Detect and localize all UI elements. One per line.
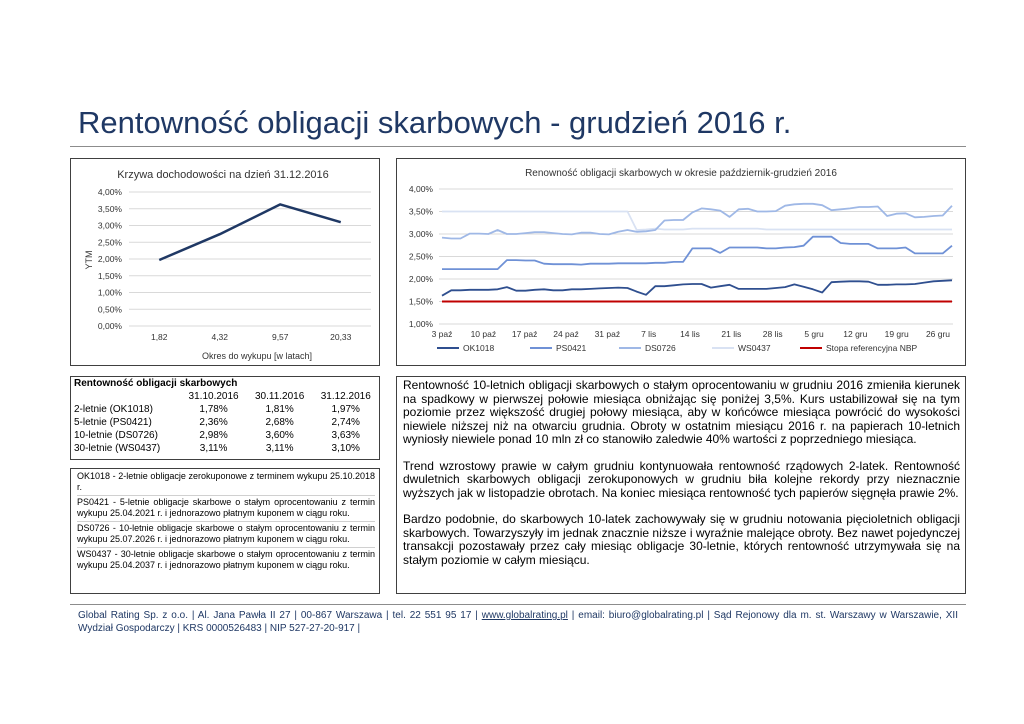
table-row (71, 416, 379, 429)
yield-timeseries-chart (397, 159, 965, 365)
series-line-ps0421 (442, 237, 952, 269)
table-cell: 1,78% (199, 404, 228, 415)
table-cell: 2,98% (199, 430, 228, 441)
table-header-cell: 31.10.2016 (188, 391, 239, 402)
y-tick-label: 3,50% (408, 206, 433, 217)
x-tick-label: 28 lis (762, 329, 783, 339)
page-title: Rentowność obligacji skarbowych - grudzień 2016 r. (78, 105, 792, 140)
legend-label: DS0726 (645, 343, 676, 353)
y-tick-label: 4,00% (97, 187, 122, 197)
yield-table (71, 377, 379, 455)
bond-note: DS0726 - 10-letnie obligacje skarbowe o stałym oprocentowaniu z termin wykupu 25.07.2026 r. i jednorazowo płatnym kuponem w ciągu roku. (77, 523, 375, 548)
series-line-ds0726 (442, 204, 952, 239)
x-tick-label: 19 gru (884, 329, 909, 339)
legend-label: Stopa referencyjna NBP (826, 343, 918, 353)
table-cell: 3,11% (199, 443, 228, 454)
table-cell: 3,63% (331, 430, 360, 441)
x-tick-label: 3 paź (431, 329, 453, 339)
y-tick-label: 4,00% (408, 184, 433, 194)
y-tick-label: 1,50% (408, 296, 433, 307)
table-cell: 10-letnie (DS0726) (74, 430, 158, 441)
commentary-paragraph: Bardzo podobnie, do skarbowych 10-latek zachowywały się w grudniu notowania pięcioletnich obligacji skarbowych. Towarzyszyły im jednak znacznie niższe i wyraźnie malejące obroty. Bez nawet pojedynczej transakcji pozostawały przez cały miesiąc obligacje 30-letnie, których rentowność utrzymywała się na stałym poziomie w całym miesiącu. (403, 512, 960, 567)
timeseries-title: Renowność obligacji skarbowych w okresie październik-grudzień 2016 (525, 168, 837, 179)
x-tick-label: 24 paź (553, 329, 579, 339)
title-divider (70, 146, 966, 147)
yield-curve-xlabel: Okres do wykupu [w latach] (201, 351, 313, 361)
yield-curve-line (159, 204, 341, 260)
table-header-cell (71, 390, 180, 403)
footer-divider (70, 604, 966, 605)
table-cell: 1,97% (331, 404, 360, 415)
table-cell: 3,11% (265, 443, 294, 454)
table-header-row (71, 390, 379, 403)
legend-label: OK1018 (463, 343, 495, 353)
x-tick-label: 17 paź (511, 329, 538, 339)
footer (78, 609, 958, 635)
table-row (71, 429, 379, 442)
y-tick-label: 1,00% (97, 287, 122, 298)
table-cell: 2-letnie (OK1018) (74, 404, 153, 415)
table-title-row (71, 377, 379, 390)
y-tick-label: 2,50% (97, 237, 122, 248)
series-line-ok1018 (442, 280, 952, 295)
x-tick-label: 14 lis (680, 329, 700, 339)
y-tick-label: 2,00% (97, 254, 122, 264)
table-cell: 5-letnie (PS0421) (74, 417, 152, 428)
bond-note: WS0437 - 30-letnie obligacje skarbowe o stałym oprocentowaniu z termin wykupu 25.04.2037 r. i jednorazowo płatnym kuponem w ciągu roku. (77, 549, 375, 570)
legend-label: PS0421 (556, 343, 587, 353)
x-tick-label: 12 gru (843, 329, 868, 339)
y-tick-label: 1,00% (408, 319, 433, 329)
commentary-paragraph: Rentowność 10-letnich obligacji skarbowych o stałym oprocentowaniu w grudniu 2016 zmieniła kierunek na spadkowy w pierwszej połowie miesiąca obniżając się poniżej 3,5%. Kurs ustabilizował się na tym poziomie przez większość drugiej połowy miesiąca, aby w końcówce miesiąca powrócić do wysokości niewiele niższej niż na otwarciu grudnia. Obroty w ostatnim miesiącu 2016 r. na papierach 10-letnich wyniosły niewiele ponad 10 mln zł co stanowiło zaledwie 40% wartości z poprzedniego miesiąca. (403, 378, 960, 446)
x-tick-label: 10 paź (470, 329, 497, 339)
table-header-cell: 30.11.2016 (255, 391, 305, 402)
yield-curve-chart (71, 159, 379, 365)
commentary-paragraph: Trend wzrostowy prawie w całym grudniu kontynuowała rentowność rządowych 2-latek. Rentowność dwuletnich skarbowych obligacji zerokuponowych w grudniu biła kolejne rekordy przy nieznacznie wyższych jak w listopadzie obrotach. Na koniec miesiąca rentowność tych papierów sięgnęła prawie 2%. (403, 458, 960, 500)
yield-curve-chart-panel (70, 158, 380, 366)
table-cell: 3,10% (331, 443, 360, 454)
x-tick-label: 21 lis (721, 329, 742, 339)
y-tick-label: 0,00% (97, 321, 122, 331)
x-tick-label: 9,57 (271, 332, 289, 342)
footer-text: | email: biuro@globalrating.pl | Sąd Rejonowy dla m. st. Warszawy w Warszawie, XII Wydział Gospodarczy | KRS 0000526483 | NIP 527-27-20-917 | (78, 610, 958, 634)
bond-note: OK1018 - 2-letnie obligacje zerokuponowe z terminem wykupu 25.10.2018 r. (77, 471, 375, 496)
website-link[interactable]: www.globalrating.pl (481, 610, 568, 621)
y-tick-label: 2,00% (408, 274, 433, 284)
table-row (71, 442, 379, 455)
table-cell: 30-letnie (WS0437) (74, 443, 161, 454)
table-cell: 2,36% (199, 417, 228, 428)
table-row (71, 403, 379, 416)
bond-note: PS0421 - 5-letnie obligacje skarbowe o stałym oprocentowaniu z termin wykupu 25.04.2021 r. i jednorazowo płatnym kuponem w ciągu roku. (77, 497, 375, 522)
table-cell: 2,68% (265, 417, 294, 428)
y-tick-label: 3,50% (97, 203, 122, 214)
y-tick-label: 2,50% (408, 251, 433, 262)
yield-table-panel (70, 376, 380, 460)
table-cell: 3,60% (265, 430, 294, 441)
x-tick-label: 20,33 (330, 332, 352, 342)
x-tick-label: 31 paź (594, 329, 621, 339)
table-title: Rentowność obligacji skarbowych (74, 378, 238, 389)
yield-timeseries-chart-panel (396, 158, 966, 366)
x-tick-label: 7 lis (641, 329, 657, 339)
commentary-panel (396, 376, 966, 594)
x-tick-label: 4,32 (211, 332, 229, 342)
series-line-ws0437 (442, 212, 952, 231)
legend-label: WS0437 (738, 343, 771, 353)
bond-notes-panel (70, 468, 380, 594)
x-tick-label: 26 gru (925, 329, 951, 339)
y-tick-label: 3,00% (97, 220, 122, 231)
yield-curve-title: Krzywa dochodowości na dzień 31.12.2016 (117, 169, 329, 181)
table-cell: 1,81% (265, 404, 294, 415)
table-header-cell: 31.12.2016 (320, 391, 371, 402)
y-tick-label: 1,50% (97, 270, 122, 281)
x-tick-label: 5 gru (804, 329, 824, 339)
yield-curve-ylabel: YTM (84, 250, 94, 270)
table-cell: 2,74% (331, 417, 360, 428)
y-tick-label: 3,00% (408, 229, 433, 239)
footer-text: Global Rating Sp. z o.o. | Al. Jana Pawła II 27 | 00-867 Warszawa | tel. 22 551 95 17 | (78, 610, 482, 621)
x-tick-label: 1,82 (150, 332, 168, 342)
y-tick-label: 0,50% (97, 304, 122, 315)
